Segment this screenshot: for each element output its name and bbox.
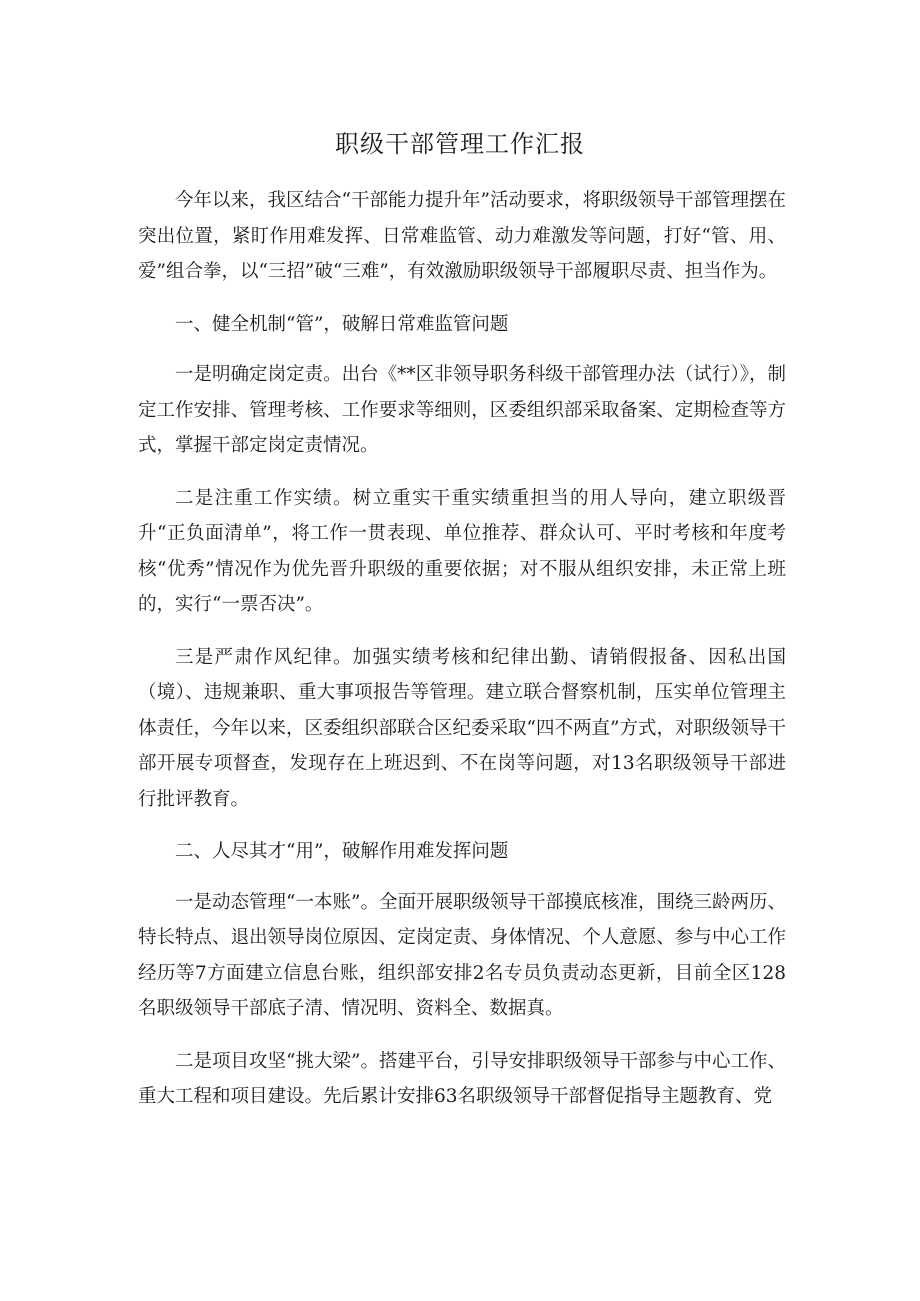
section-2-item-1: 一是动态管理“一本账”。全面开展职级领导干部摸底核准，围绕三龄两历、特长特点、退出领导岗位原因、定岗定责、身体情况、个人意愿、参与中心工作经历等7方面建立信息台账，组织部安排2名专员负责动态更新，目前全区128名职级领导干部底子清、情况明、资料全、数据真。	[138, 891, 786, 1019]
section-2-item-2: 二是项目攻坚“挑大梁”。搭建平台，引导安排职级领导干部参与中心工作、重大工程和项目建设。先后累计安排63名职级领导干部督促指导主题教育、党	[138, 1050, 786, 1107]
section-heading-1: 一、健全机制“管”，破解日常难监管问题	[175, 313, 509, 335]
section-1-item-2: 二是注重工作实绩。树立重实干重实绩重担当的用人导向，建立职级晋升“正负面清单”，将工作一贯表现、单位推荐、群众认可、平时考核和年度考核“优秀”情况作为优先晋升职级的重要依据；对不服从组织安排，未正常上班的，实行“一票否决”。	[138, 487, 786, 615]
document-title: 职级干部管理工作汇报	[335, 130, 585, 158]
section-1-item-3: 三是严肃作风纪律。加强实绩考核和纪律出勤、请销假报备、因私出国（境）、违规兼职、重大事项报告等管理。建立联合督察机制，压实单位管理主体责任，今年以来，区委组织部联合区纪委采取“四不两直”方式，对职级领导干部开展专项督查，发现存在上班迟到、不在岗等问题，对13名职级领导干部进行批评教育。	[138, 646, 786, 810]
document-body	[138, 183, 786, 1132]
section-heading-2: 二、人尽其才“用”，破解作用难发挥问题	[175, 841, 509, 862]
section-1-item-1: 一是明确定岗定责。出台《**区非领导职务科级干部管理办法（试行）》，制定工作安排、管理考核、工作要求等细则，区委组织部采取备案、定期检查等方式，掌握干部定岗定责情况。	[138, 364, 786, 456]
intro-paragraph: 今年以来，我区结合“干部能力提升年”活动要求，将职级领导干部管理摆在突出位置，紧盯作用难发挥、日常难监管、动力难激发等问题，打好“管、用、爱”组合拳，以“三招”破“三难”，有效激励职级领导干部履职尽责、担当作为。	[138, 190, 786, 282]
